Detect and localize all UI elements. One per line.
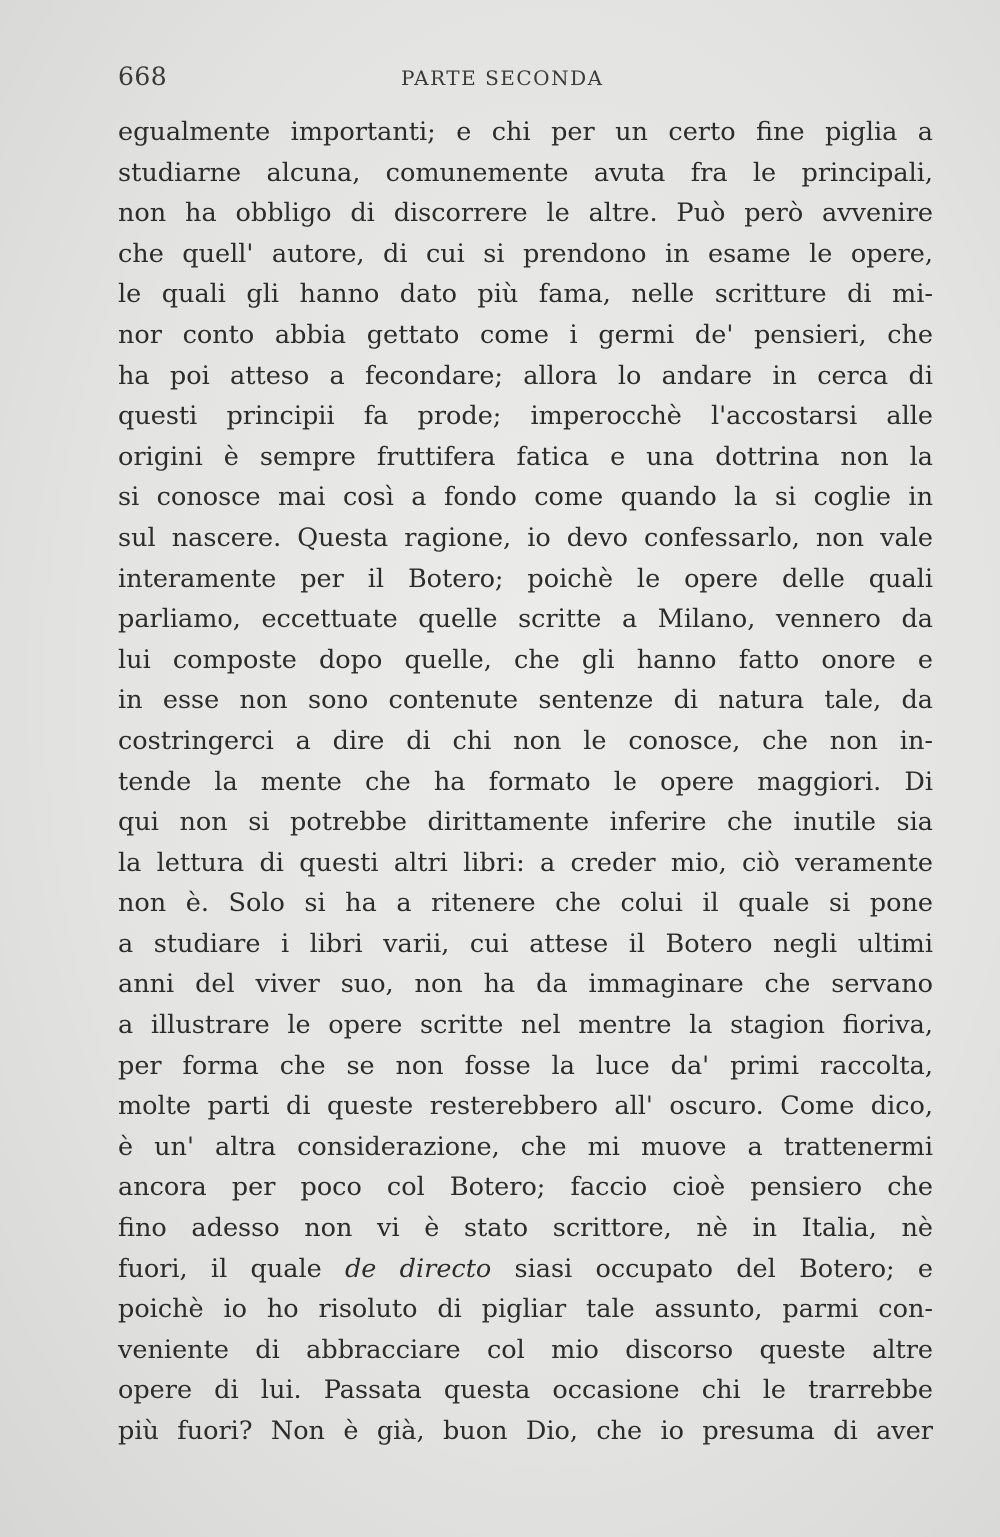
text-line: anni del viver suo, non ha da immaginare che servano bbox=[118, 969, 933, 1000]
text-line: la lettura di questi altri libri: a creder mio, ciò veramente bbox=[118, 847, 933, 878]
text-line: ancora per poco col Botero; faccio cioè pensiero che bbox=[118, 1172, 933, 1203]
text-line: ha poi atteso a fecondare; allora lo andare in cerca di bbox=[118, 360, 933, 391]
text-segment: fuori, il quale bbox=[118, 1253, 345, 1284]
text-line: lui composte dopo quelle, che gli hanno fatto onore e bbox=[118, 644, 933, 675]
text-line: studiarne alcuna, comunemente avuta fra le principali, bbox=[118, 157, 933, 188]
text-line: veniente di abbracciare col mio discorso queste altre bbox=[118, 1334, 933, 1365]
text-line: tende la mente che ha formato le opere maggiori. Di bbox=[118, 766, 933, 797]
text-line: questi principii fa prode; imperocchè l'accostarsi alle bbox=[118, 401, 933, 432]
italic-latin-phrase: de directo bbox=[344, 1253, 492, 1284]
text-line: origini è sempre fruttifera fatica e una dottrina non la bbox=[118, 441, 933, 472]
text-line: sul nascere. Questa ragione, io devo confessarlo, non vale bbox=[118, 522, 933, 553]
text-line: fino adesso non vi è stato scrittore, nè in Italia, nè bbox=[118, 1213, 933, 1244]
text-line: è un' altra considerazione, che mi muove a trattenermi bbox=[118, 1131, 933, 1162]
text-line: si conosce mai così a fondo come quando la si coglie in bbox=[118, 482, 933, 513]
running-title: PARTE SECONDA bbox=[401, 66, 604, 90]
text-line: interamente per il Botero; poichè le opere delle quali bbox=[118, 563, 933, 594]
text-line: in esse non sono contenute sentenze di natura tale, da bbox=[118, 685, 933, 716]
text-line: che quell' autore, di cui si prendono in esame le opere, bbox=[118, 238, 933, 269]
text-segment: siasi occupato del Botero; e bbox=[491, 1253, 933, 1284]
text-line: più fuori? Non è già, buon Dio, che io presuma di aver bbox=[118, 1416, 933, 1446]
text-line: per forma che se non fosse la luce da' primi raccolta, bbox=[118, 1050, 933, 1081]
text-line: nor conto abbia gettato come i germi de' pensieri, che bbox=[118, 319, 933, 350]
text-line-with-italic bbox=[118, 1249, 933, 1290]
text-line: parliamo, eccettuate quelle scritte a Milano, vennero da bbox=[118, 604, 933, 635]
text-line: costringerci a dire di chi non le conosce, che non in- bbox=[118, 725, 933, 756]
text-line: non ha obbligo di discorrere le altre. Può però avvenire bbox=[118, 198, 933, 229]
text-line: non è. Solo si ha a ritenere che colui il quale si pone bbox=[118, 888, 933, 919]
text-line: molte parti di queste resterebbero all' oscuro. Come dico, bbox=[118, 1091, 933, 1122]
text-line: poichè io ho risoluto di pigliar tale assunto, parmi con- bbox=[118, 1294, 933, 1325]
text-line: a studiare i libri varii, cui attese il Botero negli ultimi bbox=[118, 928, 933, 959]
text-line: a illustrare le opere scritte nel mentre la stagion fioriva, bbox=[118, 1010, 933, 1041]
body-text bbox=[118, 112, 933, 1452]
text-line: opere di lui. Passata questa occasione chi le trarrebbe bbox=[118, 1375, 933, 1406]
text-line: egualmente importanti; e chi per un certo fine piglia a bbox=[118, 117, 933, 147]
running-head bbox=[118, 62, 938, 98]
page-number: 668 bbox=[118, 62, 168, 91]
text-line: qui non si potrebbe dirittamente inferire che inutile sia bbox=[118, 807, 933, 838]
text-line: le quali gli hanno dato più fama, nelle scritture di mi- bbox=[118, 279, 933, 310]
